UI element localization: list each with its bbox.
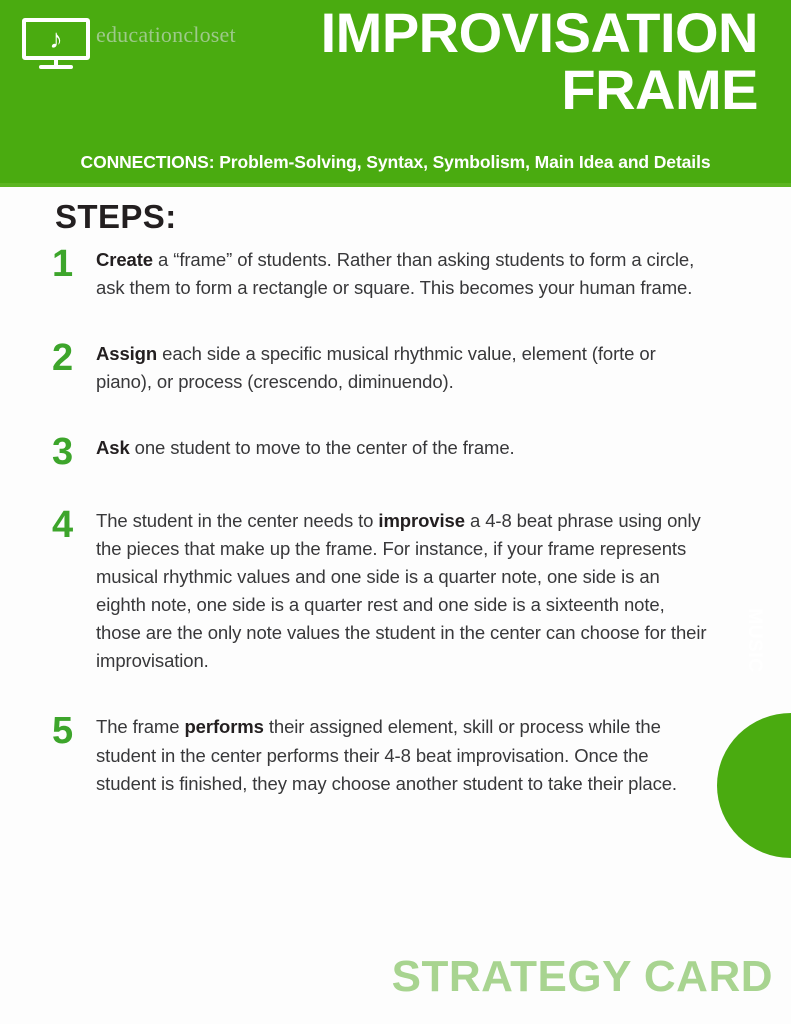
step-lead-word: Assign <box>96 343 158 365</box>
step-number: 2 <box>52 337 74 380</box>
step-body-text: one student to move to the center of the frame. <box>129 437 515 459</box>
brand-wordmark: educationcloset <box>96 22 236 47</box>
step-item <box>52 431 712 474</box>
step-lead-word: performs <box>184 716 264 738</box>
step-lead-word: improvise <box>378 509 465 531</box>
page-title-line-1: IMPROVISATION <box>320 1 758 64</box>
page-title-line-2: FRAME <box>561 58 758 122</box>
step-number: 3 <box>52 431 74 474</box>
subject-tab-label: MUSIC <box>744 608 765 673</box>
step-number: 5 <box>52 710 74 753</box>
step-lead-word: Ask <box>96 437 130 459</box>
step-body-text: each side a specific musical rhythmic value, element (forte or piano), or process (crescendo, diminuendo). <box>96 343 656 393</box>
step-text <box>96 434 712 462</box>
steps-heading: STEPS: <box>55 198 177 235</box>
page-title <box>218 1 758 122</box>
step-body-text: a 4-8 beat phrase using only the pieces that make up the frame. For instance, if your frame represents musical rhythmic values and one side is a quarter note, one side is an eighth note, one side is a quarter rest and one side is a sixteenth note, those are the only note values the student in the center can choose for their improvisation. <box>96 509 707 672</box>
header-banner <box>0 0 791 183</box>
step-number: 1 <box>52 243 74 285</box>
step-text <box>96 340 712 396</box>
step-lead-word: Create <box>96 249 153 270</box>
connections-line: CONNECTIONS: Problem-Solving, Syntax, Symbolism, Main Idea and Details <box>80 152 711 172</box>
step-item <box>52 710 712 797</box>
step-text <box>96 246 712 302</box>
steps-list <box>52 243 712 836</box>
header-divider <box>0 183 791 187</box>
step-text <box>96 713 712 797</box>
educationcloset-logo <box>22 18 90 70</box>
step-pre-text: The frame <box>96 716 185 738</box>
step-body-text: their assigned element, skill or process while the student in the center performs their 4-8 beat improvisation. Once the student is finished, they may choose another student to take their place. <box>96 716 677 794</box>
step-item <box>52 243 712 302</box>
step-pre-text: The student in the center needs to <box>96 509 379 531</box>
step-number: 4 <box>52 503 74 546</box>
strategy-card-footer: STRATEGY CARD <box>391 952 773 1001</box>
step-item <box>52 337 712 396</box>
step-text <box>96 507 712 676</box>
subject-tab-music <box>717 713 791 858</box>
monitor-stand <box>39 65 73 69</box>
music-note-icon: ♪ <box>49 23 63 54</box>
step-item <box>52 503 712 676</box>
step-body-text: a “frame” of students. Rather than asking students to form a circle, ask them to form a rectangle or square. This becomes your human frame. <box>96 249 695 299</box>
